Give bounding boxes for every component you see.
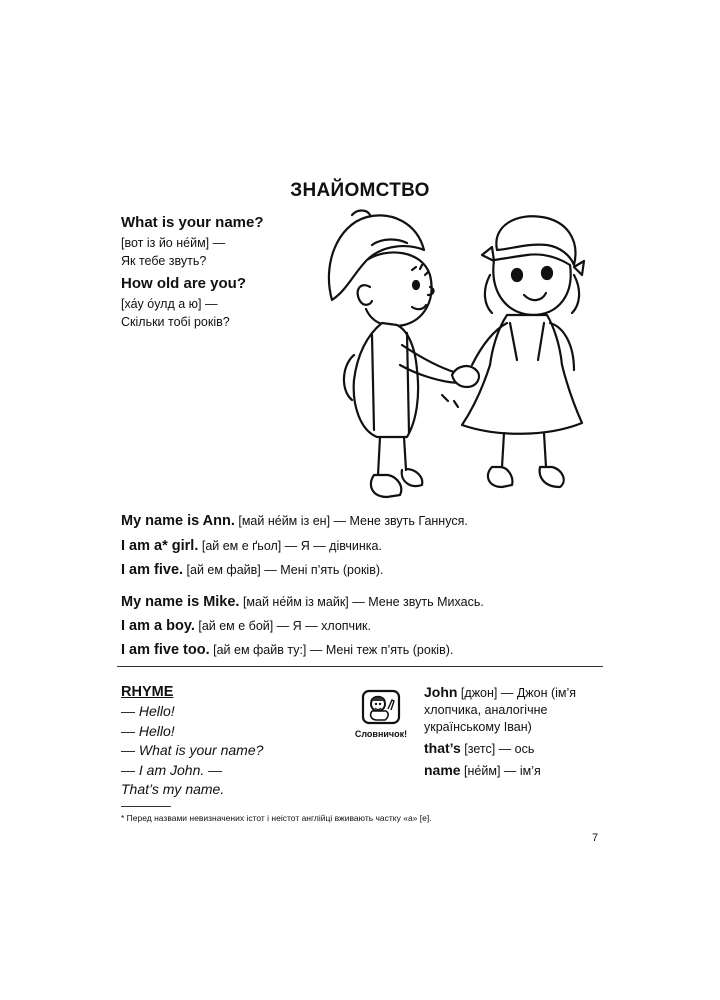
vocab-entry: that’s [зетс] — ось <box>424 740 535 756</box>
section-divider <box>117 666 603 667</box>
handshake <box>452 366 479 387</box>
question-translation: Як тебе звуть? <box>121 254 207 268</box>
question-transcription: [вот із йо не́йм] — <box>121 236 226 250</box>
sentence-line: I am five too. [ай ем файв ту:] — Мені теж п’ять (років). <box>121 642 454 658</box>
sentence-line: I am five. [ай ем файв] — Мені п’ять (років). <box>121 562 384 578</box>
dictionary-icon <box>361 689 401 725</box>
question-en: What is your name? <box>121 214 264 231</box>
page-number: 7 <box>592 832 599 844</box>
question-translation: Скільки тобі років? <box>121 315 230 329</box>
vocab-entry: name [не́йм] — ім’я <box>424 762 541 778</box>
question-en: How old are you? <box>121 275 247 292</box>
footnote-divider <box>121 806 171 807</box>
vocabulary-block <box>424 684 604 784</box>
question-transcription: [ха́у о́улд а ю] — <box>121 297 218 311</box>
vocab-entry: John [джон] — Джон (ім’я хлопчика, аналогічне українському Іван) <box>424 684 577 734</box>
sentence-line: I am a* girl. [ай ем е ґьол] — Я — дівчинка. <box>121 538 382 554</box>
boy-head <box>366 252 432 326</box>
rhyme-block <box>121 684 263 800</box>
dictionary-badge <box>353 689 409 739</box>
sentence-line: My name is Mike. [май не́йм із майк] — Мене звуть Михась. <box>121 594 484 610</box>
sentence-line: I am a boy. [ай ем е бой] — Я — хлопчик. <box>121 618 371 634</box>
rhyme-heading: RHYME <box>121 684 174 700</box>
question-item <box>121 214 311 270</box>
rhyme-line: — Hello! <box>121 703 175 719</box>
rhyme-line: — What is your name? <box>121 742 264 758</box>
dictionary-label: Словничок! <box>354 729 408 739</box>
children-handshake-illustration <box>312 205 602 505</box>
rhyme-line: — I am John. — <box>121 761 223 778</box>
page-title: ЗНАЙОМСТВО <box>290 180 430 201</box>
girl-head <box>493 254 570 315</box>
questions-block <box>121 214 311 336</box>
rhyme-line: — Hello! <box>121 722 175 739</box>
rhyme-line: That’s my name. <box>121 781 225 797</box>
sentence-line: My name is Ann. [май не́йм із ен] — Мене звуть Ганнуся. <box>121 513 468 529</box>
footnote: * Перед назвами невизначених істот і неістот англійці вживають частку «a» [е]. <box>121 813 432 823</box>
question-item <box>121 275 311 331</box>
